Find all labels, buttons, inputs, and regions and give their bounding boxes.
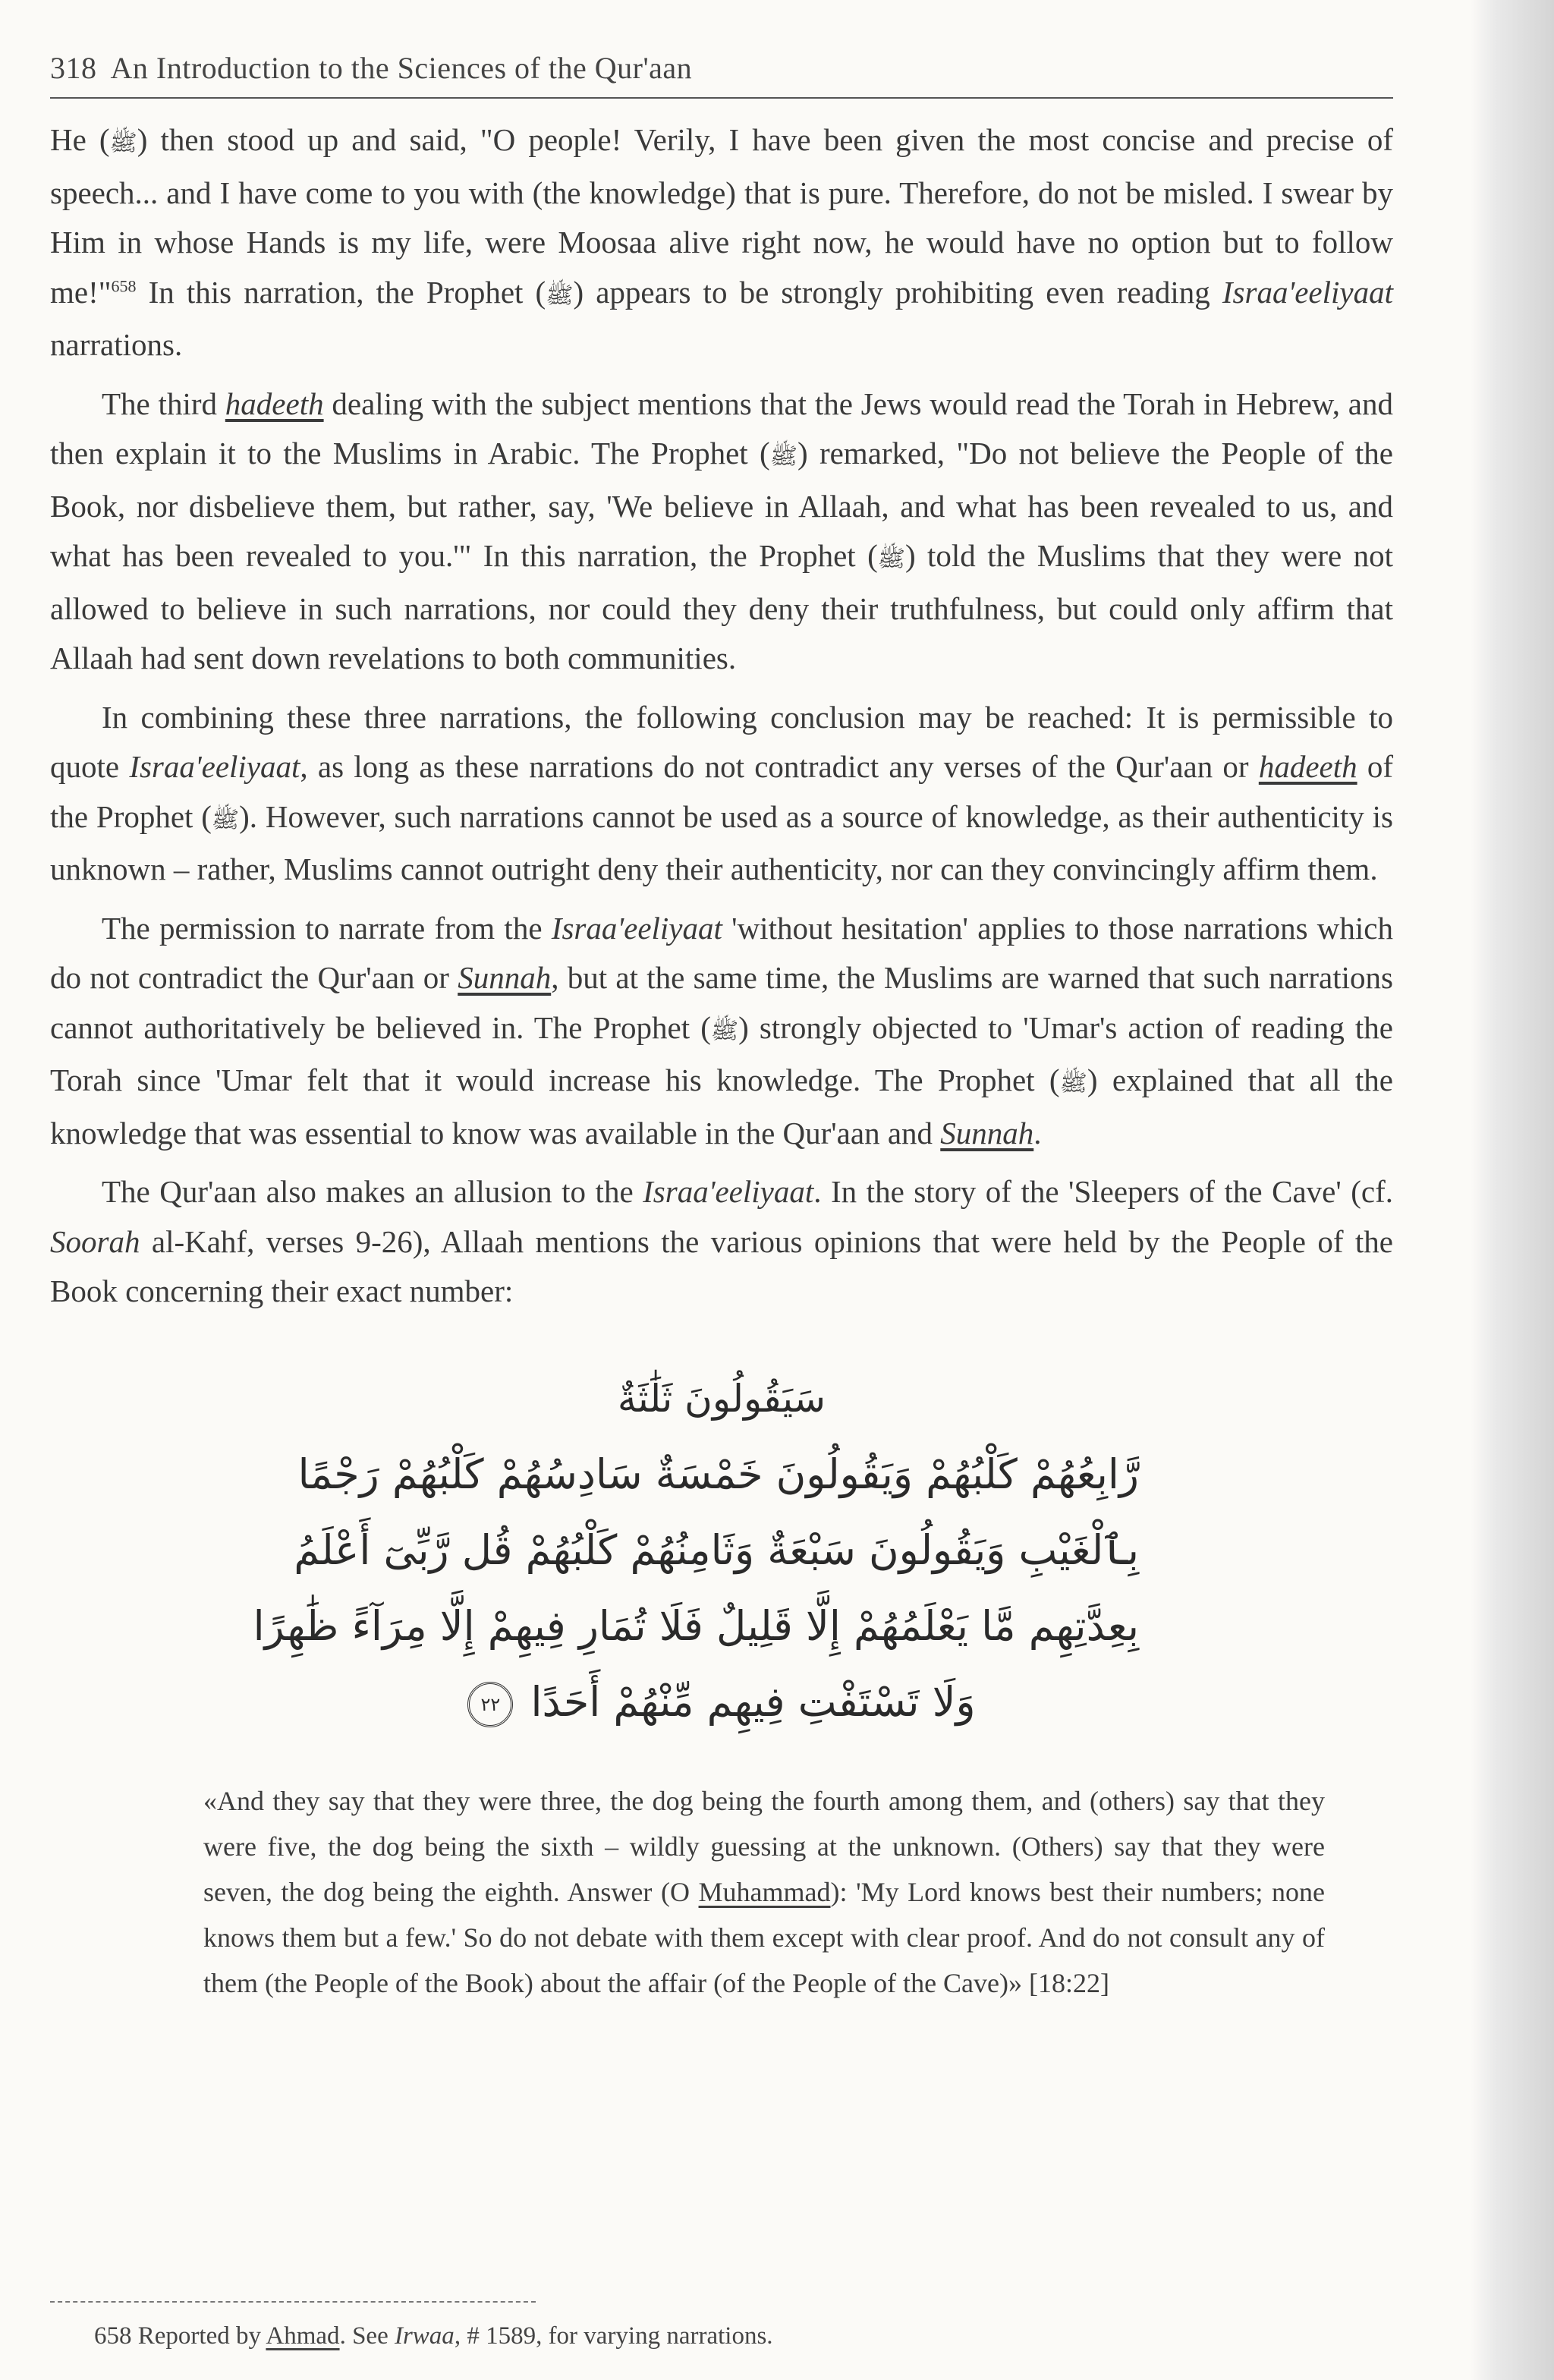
- term-soorah: Soorah: [50, 1223, 140, 1259]
- arabic-line: سَيَقُولُونَ ثَلَٰثَةٌ: [617, 1376, 826, 1421]
- salutation-symbol: ﷺ: [769, 443, 797, 470]
- salutation-symbol: ﷺ: [211, 806, 240, 833]
- paragraph-3: In combining these three narrations, the following conclusion may be reached: It is permissible to quote Israa'eeliyaat, as long as these narrations do not contradict any verses of the Qur'aan or hadeeth of the Prophet (ﷺ). However, such narrations cannot be used as a source of knowledge, as their authenticity is unknown – rather, Muslims cannot outright deny their authenticity, nor can they convincingly affirm them.: [50, 699, 1393, 886]
- term-sunnah: Sunnah: [458, 960, 552, 995]
- verse-reference: [18:22]: [1022, 1967, 1109, 1998]
- paragraph-4: The permission to narrate from the Israa'eeliyaat 'without hesitation' applies to those narrations which do not contradict the Qur'aan or Sunnah, but at the same time, the Muslims are warned that such narrations cannot authoritatively be believed in. The Prophet (ﷺ) strongly objected to 'Umar's action of reading the Torah since 'Umar felt that it would increase his knowledge. The Prophet (ﷺ) explained that all the knowledge that was essential to know was available in the Qur'aan and Sunnah.: [50, 910, 1393, 1151]
- quran-verse-arabic: [253, 1361, 1139, 1740]
- arabic-line: رَّابِعُهُمْ كَلْبُهُمْ وَيَقُولُونَ خَمْسَةٌ سَادِسُهُمْ كَلْبُهُمْ رَجْمًا: [297, 1450, 1139, 1498]
- verse-translation: «And they say that they were three, the dog being the fourth among them, and (others) say that they were five, the dog being the sixth – wildly guessing at the unknown. (Others) say that they were seven, the dog being the eighth. Answer (O Muhammad): 'My Lord knows best their numbers; none knows them but a few.' So do not debate with them except with clear proof. And do not consult any of them (the People of the Book) about the affair (of the People of the Cave)» [18:22]: [203, 1785, 1325, 1998]
- term-hadeeth: hadeeth: [225, 386, 324, 421]
- ayah-number-marker: ٢٢: [467, 1682, 513, 1727]
- narrator-name: Ahmad: [266, 2322, 340, 2350]
- footnote-number: 658: [94, 2322, 132, 2350]
- term-israaeeliyaat: Israa'eeliyaat: [1222, 274, 1393, 310]
- book-title: An Introduction to the Sciences of the Qur'aan: [110, 51, 693, 85]
- salutation-symbol: ﷺ: [710, 1017, 739, 1044]
- salutation-symbol: ﷺ: [1059, 1070, 1087, 1097]
- salutation-symbol: ﷺ: [109, 130, 137, 156]
- arabic-line: بِٱلْغَيْبِ وَيَقُولُونَ سَبْعَةٌ وَثَامِنُهُمْ كَلْبُهُمْ قُل رَّبِّىٓ أَعْلَمُ: [294, 1525, 1139, 1574]
- page-number: 318: [50, 51, 97, 85]
- running-header: [50, 46, 1393, 99]
- source-irwaa: Irwaa: [394, 2322, 455, 2350]
- paragraph-5: The Qur'aan also makes an allusion to the Israa'eeliyaat. In the story of the 'Sleepers of the Cave' (cf. Soorah al-Kahf, verses 9-26), Allaah mentions the various opinions that were held by the People of the Book concerning their exact number:: [50, 1174, 1393, 1308]
- term-sunnah: Sunnah: [940, 1115, 1034, 1151]
- arabic-line-last: وَلَا تَسْتَفْتِ فِيهِم مِّنْهُمْ أَحَدًا ٢٢: [304, 1664, 1139, 1740]
- prophet-name: Muhammad: [698, 1876, 831, 1907]
- term-israaeeliyaat: Israa'eeliyaat: [551, 910, 722, 946]
- term-hadeeth: hadeeth: [1258, 749, 1357, 784]
- footnote-divider: [50, 2301, 536, 2303]
- paragraph-2: The third hadeeth dealing with the subject mentions that the Jews would read the Torah in Hebrew, and then explain it to the Muslims in Arabic. The Prophet (ﷺ) remarked, "Do not believe the People of the Book, nor disbelieve them, but rather, say, 'We believe in Allaah, and what has been revealed to us, and what has been revealed to you.'" In this narration, the Prophet (ﷺ) told the Muslims that they were not allowed to believe in such narrations, nor could they deny their truthfulness, but could only affirm that Allaah had sent down revelations to both communities.: [50, 386, 1393, 675]
- footnote-ref[interactable]: 658: [111, 275, 137, 295]
- term-israaeeliyaat: Israa'eeliyaat: [643, 1174, 814, 1209]
- paragraph-1: He (ﷺ) then stood up and said, "O people! Verily, I have been given the most concise and precise of speech... and I have come to you with (the knowledge) that is pure. Therefore, do not be misled. I swear by Him in whose Hands is my life, were Moosaa alive right now, he would have no option but to follow me!"$^{658}$ In this narration, the Prophet (ﷺ) appears to be strongly prohibiting even reading Israa'eeliyaat narrations.: [50, 122, 1393, 362]
- salutation-symbol: ﷺ: [877, 546, 905, 572]
- term-israaeeliyaat: Israa'eeliyaat: [129, 749, 300, 784]
- footnote-658: 658 Reported by Ahmad. See Irwaa, # 1589, for varying narrations.: [94, 2322, 773, 2350]
- arabic-line: بِعِدَّتِهِم مَّا يَعْلَمُهُمْ إِلَّا قَلِيلٌ فَلَا تُمَارِ فِيهِمْ إِلَّا مِرَآءً ظَٰهِرًا: [253, 1601, 1139, 1650]
- book-page: [50, 46, 1393, 2006]
- book-spine-shadow: [1471, 0, 1554, 2380]
- salutation-symbol: ﷺ: [546, 282, 574, 309]
